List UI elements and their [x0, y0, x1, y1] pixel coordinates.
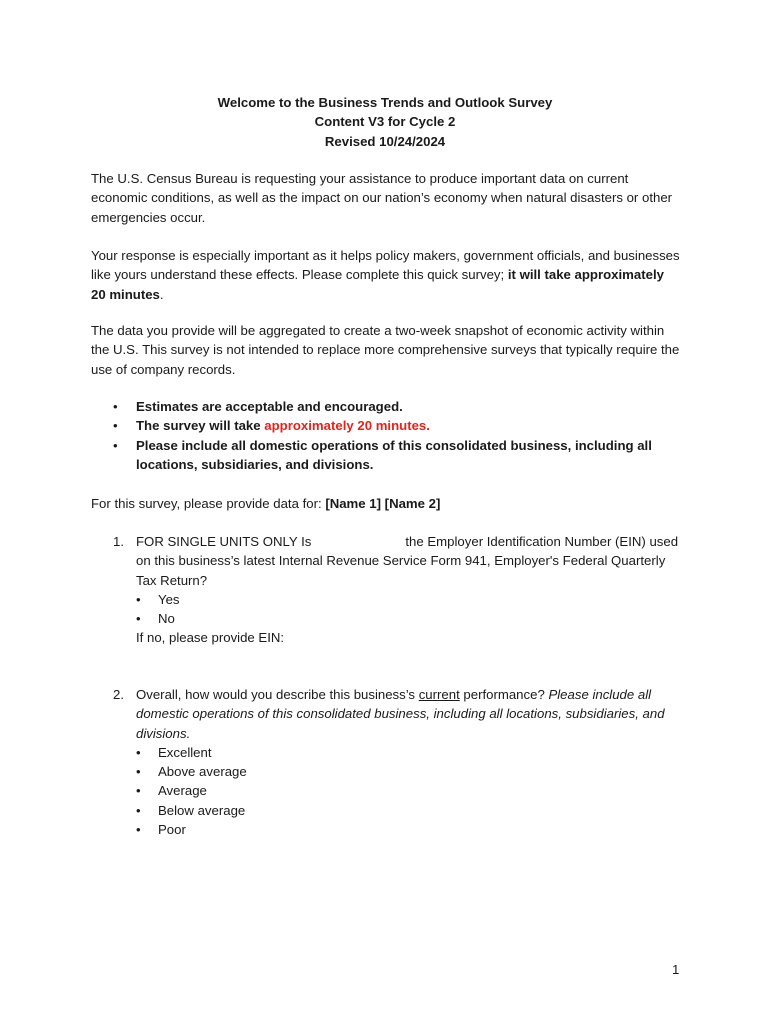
- bullet-dot-icon: •: [113, 437, 118, 453]
- survey-title: Welcome to the Business Trends and Outlook Survey: [217, 95, 553, 110]
- question-2-options: [136, 743, 683, 839]
- option-label: Average: [158, 783, 207, 799]
- option-label: Poor: [158, 822, 186, 838]
- option-poor[interactable]: [136, 820, 683, 839]
- option-label: Excellent: [158, 744, 212, 760]
- question-1-options: [136, 590, 683, 629]
- option-label: Yes: [158, 591, 180, 607]
- revision-date: Revised 10/24/2024: [324, 133, 446, 149]
- option-yes[interactable]: [136, 590, 683, 609]
- bullet-dot-icon: •: [136, 611, 141, 627]
- option-above-average[interactable]: [136, 762, 683, 781]
- bullet-estimates-text: Estimates are acceptable and encouraged.: [136, 399, 403, 414]
- option-label: No: [158, 611, 175, 627]
- option-excellent[interactable]: [136, 743, 683, 762]
- bullet-dot-icon: •: [136, 764, 141, 780]
- bullet-dot-icon: •: [136, 744, 141, 760]
- option-no[interactable]: [136, 609, 683, 628]
- bullet-duration-prefix: The survey will take: [136, 418, 265, 434]
- option-label: Below average: [158, 802, 246, 818]
- provide-data-text: For this survey, please provide data for:: [91, 496, 326, 511]
- intro-paragraph-2-text: Your response is especially important as it helps policy makers, government officials, and businesses like yours understand these effects. Please complete this quick survey;: [91, 248, 680, 283]
- bullet-domestic-operations: [113, 436, 683, 475]
- intro-paragraph-2-end: .: [159, 286, 164, 302]
- provide-data-names: [Name 1] [Name 2]: [325, 496, 441, 511]
- question-2-text: [136, 685, 683, 743]
- option-average[interactable]: [136, 781, 683, 800]
- intro-paragraph-2-bold: it will take approximately 20 minutes: [91, 267, 664, 302]
- question-2-text-b: performance?: [459, 687, 549, 702]
- question-1-text-b: the Employer Identification Number (EIN) used on this business’s latest Internal Revenue Service Form 941, Employer's Federal Quarterly Tax Return?: [136, 534, 679, 588]
- question-2-number: 2.: [113, 687, 124, 702]
- question-2-body: [136, 685, 683, 839]
- bullet-dot-icon: •: [113, 418, 118, 434]
- bullet-dot-icon: •: [136, 783, 141, 799]
- question-1-followup: If no, please provide EIN:: [136, 630, 285, 646]
- question-1-number: 1.: [113, 534, 124, 549]
- bullet-dot-icon: •: [113, 399, 118, 414]
- document-header: [0, 93, 770, 151]
- intro-paragraph-2: [91, 246, 681, 304]
- provide-data-line: [91, 494, 681, 513]
- instruction-bullets: [113, 397, 683, 474]
- question-2-text-italic: Please include all domestic operations of this consolidated business, including all locations, subsidiaries, and divisions.: [136, 687, 665, 741]
- question-1-text: [136, 532, 683, 590]
- question-1-text-a: FOR SINGLE UNITS ONLY Is: [136, 534, 312, 549]
- question-1: [113, 532, 683, 648]
- bullet-dot-icon: •: [136, 802, 141, 818]
- page-number: 1: [672, 962, 680, 977]
- question-1-body: [136, 532, 683, 648]
- content-version: Content V3 for Cycle 2: [314, 114, 456, 130]
- intro-paragraph-1: The U.S. Census Bureau is requesting your assistance to produce important data on current economic conditions, as well as the impact on our nation’s economy when natural disasters or other emergencies occur.: [91, 171, 673, 225]
- question-2-text-a: Overall, how would you describe this business’s: [136, 687, 419, 702]
- bullet-domestic-operations-text: Please include all domestic operations of this consolidated business, including all locations, subsidiaries, and divisions.: [136, 437, 652, 472]
- bullet-duration-highlight: approximately 20 minutes.: [264, 418, 430, 434]
- question-2-text-underlined: current: [418, 687, 460, 702]
- bullet-dot-icon: •: [136, 822, 141, 838]
- bullet-estimates: [113, 397, 683, 416]
- bullet-dot-icon: •: [136, 591, 141, 607]
- option-label: Above average: [158, 764, 247, 780]
- intro-paragraph-3: The data you provide will be aggregated to create a two-week snapshot of economic activity within the U.S. This survey is not intended to replace more comprehensive surveys that typically require the use of company records.: [91, 323, 680, 377]
- option-below-average[interactable]: [136, 801, 683, 820]
- bullet-duration: [113, 416, 683, 435]
- question-2: [113, 685, 683, 839]
